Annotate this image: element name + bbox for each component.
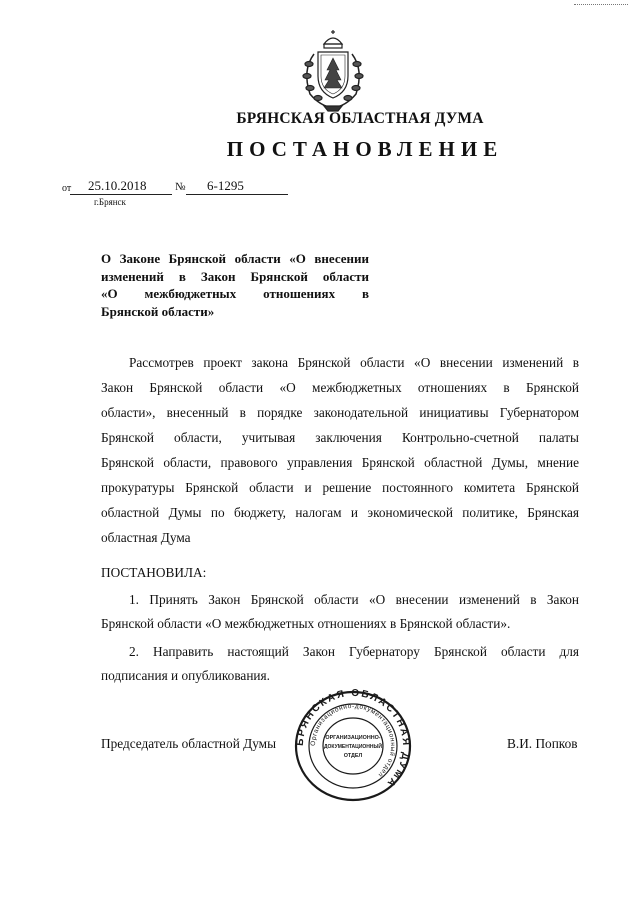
official-stamp: [292, 688, 414, 804]
resolved-label: ПОСТАНОВИЛА:: [101, 565, 207, 580]
resolution-item-1: [101, 588, 579, 636]
body-line: области», внесенный в порядке законодательной инициативы Губернатором: [101, 405, 579, 420]
stamp-center-line: ДОКУМЕНТАЦИОННЫЙ: [323, 744, 383, 750]
stamp-outer-text: БРЯНСКАЯ ОБЛАСТНАЯ ДУМА: [294, 688, 412, 790]
number-underline: [186, 194, 288, 195]
item-line: Брянской области «О межбюджетных отношениях в Брянской области».: [101, 616, 511, 631]
stamp-center-line: ОРГАНИЗАЦИОННО-: [325, 735, 381, 741]
body-line: областная Дума: [101, 530, 191, 545]
signer-name: В.И. Попков: [507, 736, 578, 751]
subject-line: О Законе Брянской области «О внесении: [101, 251, 369, 266]
document-type-heading: ПОСТАНОВЛЕНИЕ: [226, 137, 504, 161]
resolution-item-2: [101, 640, 579, 688]
document-date: 25.10.2018: [88, 178, 147, 193]
stamp-center-line: ОТДЕЛ: [343, 753, 363, 759]
organization-title: БРЯНСКАЯ ОБЛАСТНАЯ ДУМА: [236, 110, 484, 127]
date-underline: [70, 194, 172, 195]
body-line: прокуратуры Брянской области и решение постоянного комитета Брянской: [101, 480, 579, 495]
scan-mark: [574, 4, 628, 5]
city-label: г.Брянск: [94, 197, 126, 207]
from-label: от: [62, 183, 72, 194]
body-line: Рассмотрев проект закона Брянской области «О внесении изменений в: [129, 355, 579, 370]
number-label: №: [175, 181, 186, 193]
subject-line: изменений в Закон Брянской области: [101, 268, 369, 284]
stamp-middle-text: Организационно-документационный отдел: [309, 702, 397, 779]
item-line: подписания и опубликования.: [101, 668, 270, 683]
body-line: Брянской области, учитывая заключения Контрольно-счетной палаты: [101, 430, 579, 445]
body-line: Закон Брянской области «О межбюджетных отношениях в Брянской: [101, 380, 579, 395]
document-number: 6-1295: [207, 178, 244, 193]
item-line: 2. Направить настоящий Закон Губернатору Брянской области для: [129, 644, 579, 659]
coat-of-arms-emblem: [294, 28, 372, 112]
body-line: областной Думы по бюджету, налогам и экономической политике, Брянская: [101, 505, 579, 520]
subject-line: «О межбюджетных отношениях в: [101, 286, 369, 301]
body-line: Брянской области, правового управления Брянской областной Думы, мнение: [101, 455, 579, 470]
signer-position: Председатель областной Думы: [101, 736, 277, 751]
item-line: 1. Принять Закон Брянской области «О внесении изменений в Закон: [129, 592, 579, 607]
subject-line: Брянской области»: [101, 303, 215, 319]
resolution-items: [101, 588, 579, 688]
document-meta-line: [62, 178, 302, 198]
preamble-paragraph: [101, 350, 579, 550]
document-subject: [101, 250, 369, 320]
